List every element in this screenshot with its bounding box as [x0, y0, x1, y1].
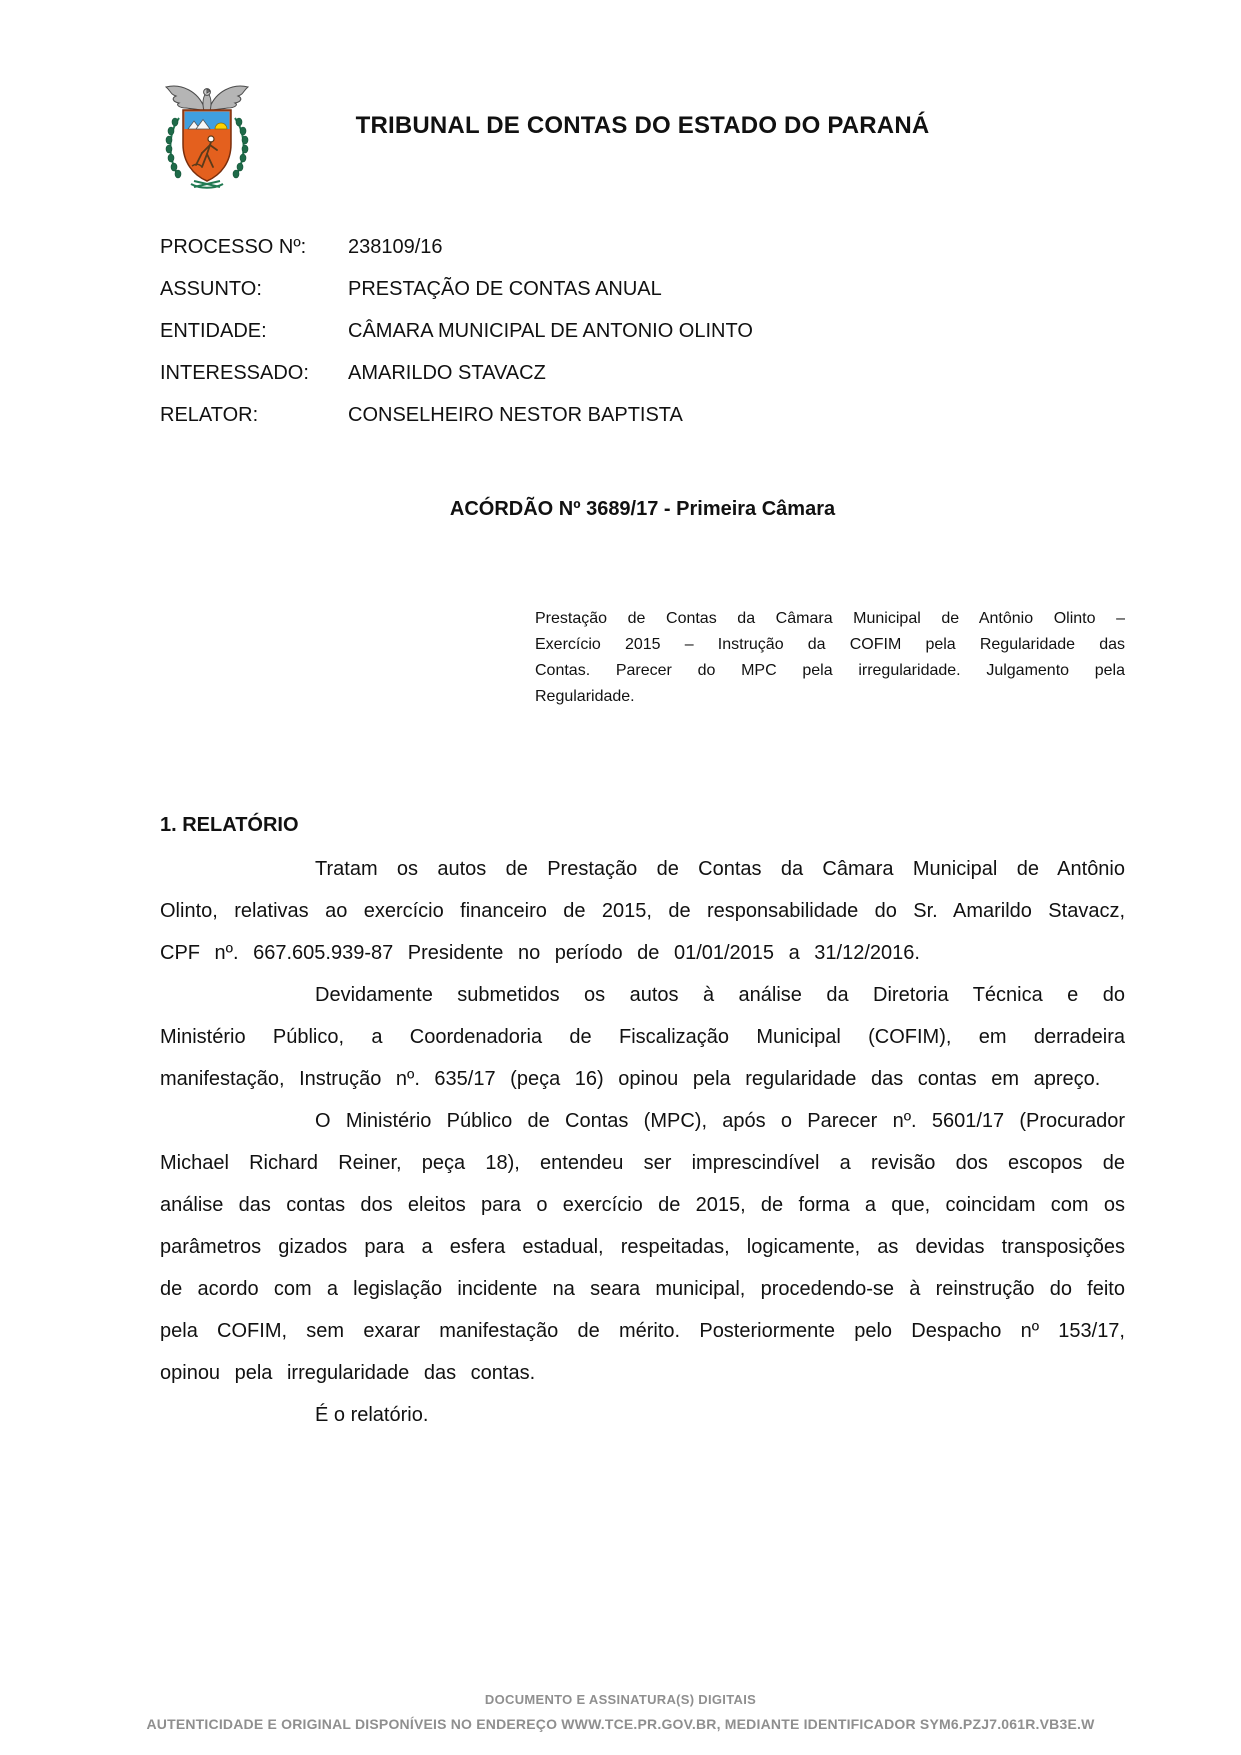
metadata-value: CÂMARA MUNICIPAL DE ANTONIO OLINTO [348, 319, 753, 342]
ementa-summary: Prestação de Contas da Câmara Municipal de Antônio Olinto – Exercício 2015 – Instrução da COFIM pela Regularidade das Contas. Parecer do MPC pela irregularidade. Julgamento pela Regularidade. [535, 610, 1125, 705]
page-title: TRIBUNAL DE CONTAS DO ESTADO DO PARANÁ [355, 112, 930, 139]
metadata-value: CONSELHEIRO NESTOR BAPTISTA [348, 403, 683, 426]
metadata-label: INTERESSADO: [160, 361, 309, 384]
relatorio-paragraph-3: O Ministério Público de Contas (MPC), após o Parecer nº. 5601/17 (Procurador Michael Richard Reiner, peça 18), entendeu ser imprescindível a revisão dos escopos de análise das contas dos eleitos para o exercício de 2015, de forma a que, coincidam com os parâmetros gizados para a esfera estadual, respeitadas, logicamente, as devidas transposições de acordo com a legislação incidente na seara municipal, procedendo-se à reinstrução do feito pela COFIM, sem exarar manifestação de mérito. Posteriormente pelo Despacho nº 153/17, opinou pela irregularidade das contas. [160, 1110, 1125, 1384]
acordao-heading: ACÓRDÃO Nº 3689/17 - Primeira Câmara [449, 498, 836, 520]
relatorio-paragraph-1: Tratam os autos de Prestação de Contas da Câmara Municipal de Antônio Olinto, relativas ao exercício financeiro de 2015, de responsabilidade do Sr. Amarildo Stavacz, CPF nº. 667.605.939-87 Presidente no período de 01/01/2015 a 31/12/2016. [160, 858, 1125, 964]
relatorio-section-heading: 1. RELATÓRIO [160, 814, 299, 836]
metadata-row [160, 268, 1125, 310]
footer-line-2: AUTENTICIDADE E ORIGINAL DISPONÍVEIS NO ENDEREÇO WWW.TCE.PR.GOV.BR, MEDIANTE IDENTIFICADOR SYM6.PZJ7.061R.VB3E.W [146, 1716, 1095, 1732]
metadata-table [160, 226, 1125, 436]
metadata-label: PROCESSO Nº: [160, 235, 307, 258]
metadata-row [160, 352, 1125, 394]
metadata-label: ENTIDADE: [160, 319, 267, 342]
digital-signature-footer [0, 1688, 1241, 1736]
metadata-label: RELATOR: [160, 403, 259, 426]
relatorio-paragraph-2: Devidamente submetidos os autos à análise da Diretoria Técnica e do Ministério Público, a Coordenadoria de Fiscalização Municipal (COFIM), em derradeira manifestação, Instrução nº. 635/17 (peça 16) opinou pela regularidade das contas em apreço. [160, 984, 1125, 1090]
relatorio-body [160, 848, 1125, 1436]
relatorio-paragraph-4: É o relatório. [315, 1404, 429, 1426]
footer-line-1: DOCUMENTO E ASSINATURA(S) DIGITAIS [484, 1692, 757, 1707]
metadata-value: 238109/16 [348, 235, 443, 258]
metadata-label: ASSUNTO: [160, 277, 262, 300]
metadata-value: PRESTAÇÃO DE CONTAS ANUAL [348, 277, 662, 300]
metadata-row [160, 310, 1125, 352]
metadata-value: AMARILDO STAVACZ [348, 361, 546, 384]
metadata-row [160, 226, 1125, 268]
metadata-row [160, 394, 1125, 436]
